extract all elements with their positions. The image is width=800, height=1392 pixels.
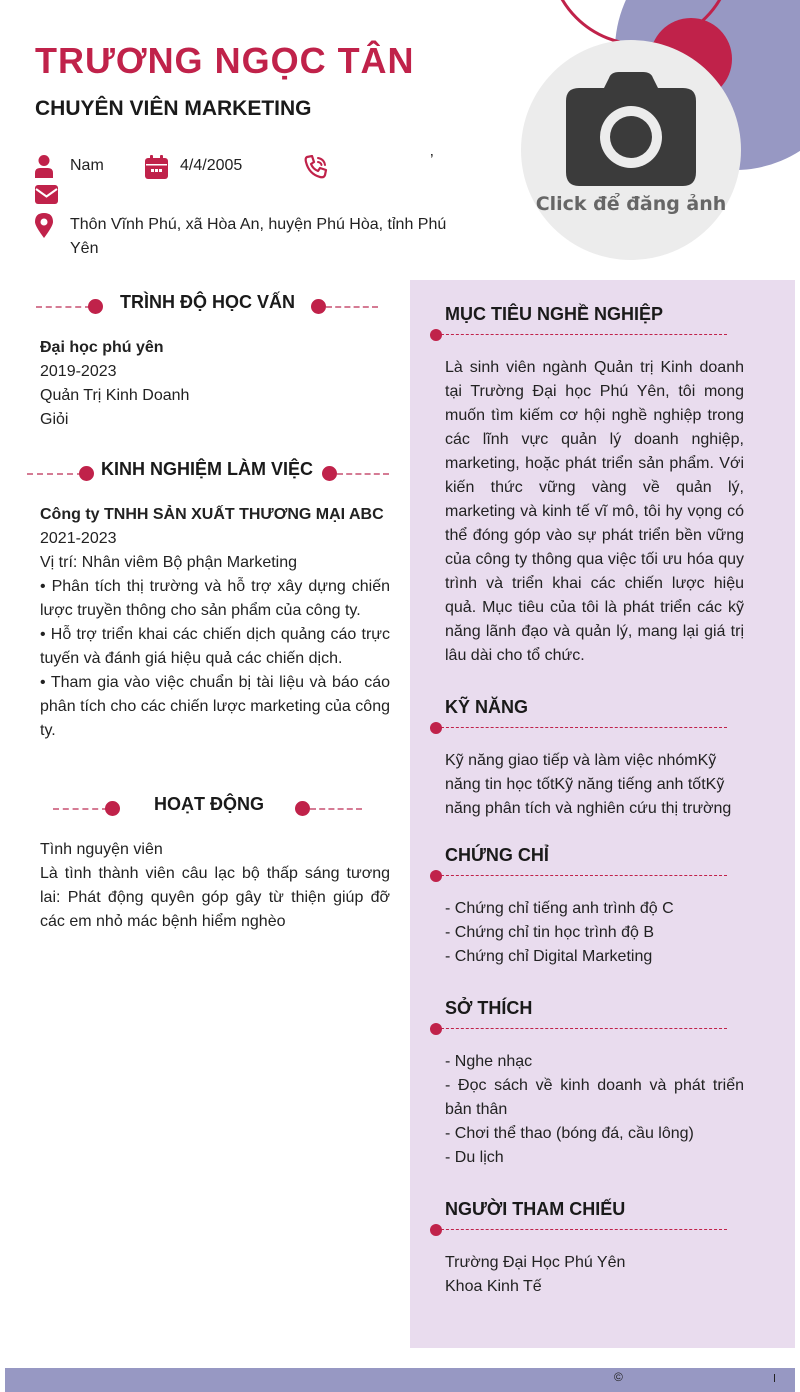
hobby-item: - Du lịch [445,1149,504,1166]
experience-heading [27,459,389,489]
references-list [445,1251,744,1299]
address-value: Thôn Vĩnh Phú, xã Hòa An, huyện Phú Hòa, tỉnh Phú Yên [70,216,447,257]
hobbies-dot [430,1023,442,1035]
experience-bullet: • Hỗ trợ triển khai các chiến dịch quảng cáo trực tuyến và đánh giá hiệu quả các chiến dịch. [40,626,390,667]
reference-item: Trường Đại Học Phú Yên [445,1254,626,1271]
certificates-divider [436,875,727,876]
skills-divider [436,727,727,728]
education-content [40,336,390,432]
references-dot [430,1224,442,1236]
certificate-item: - Chứng chỉ tin học trình độ B [445,924,655,941]
objective-dot [430,329,442,341]
experience-years: 2021-2023 [40,530,117,547]
candidate-name: TRƯƠNG NGỌC TÂN [35,40,415,81]
certificates-title: CHỨNG CHỈ [445,845,549,865]
footer-tick [774,1374,775,1382]
skills-title: KỸ NĂNG [445,697,529,717]
hobbies-divider [436,1028,727,1029]
objective-divider [436,334,727,335]
education-years: 2019-2023 [40,363,117,380]
certificate-item: - Chứng chỉ tiếng anh trình độ C [445,900,674,917]
photo-label: Click để đăng ảnh [535,193,727,215]
footer-bar [5,1368,795,1392]
footer-copyright: © [614,1370,623,1384]
reference-item: Khoa Kinh Tế [445,1278,542,1295]
job-title: CHUYÊN VIÊN MARKETING [35,97,312,120]
phone-icon [304,155,328,179]
hobbies-list [445,1050,744,1170]
experience-bullet: • Phân tích thị trường và hỗ trợ xây dựng chiến lược truyền thông cho sản phẩm của công ty. [40,578,390,619]
hobby-item: - Nghe nhạc [445,1053,533,1070]
experience-bullet: • Tham gia vào việc chuẩn bị tài liệu và báo cáo phân tích cho các chiến lược marketing của công ty. [40,674,390,739]
hobby-item: - Chơi thể thao (bóng đá, cầu lông) [445,1125,694,1142]
map-pin-icon [35,213,53,238]
experience-content [40,503,390,743]
hobbies-title: SỞ THÍCH [445,998,533,1018]
experience-title: KINH NGHIỆM LÀM VIỆC [101,459,314,479]
certificates-dot [430,870,442,882]
hobby-item: - Đọc sách về kinh doanh và phát triển bản thân [445,1077,744,1118]
objective-text: Là sinh viên ngành Quản trị Kinh doanh tại Trường Đại học Phú Yên, tôi mong muốn tìm kiếm cơ hội nghề nghiệp trong các lĩnh vực quản lý doanh nghiệp, marketing, hoặc phát triển sản phẩm. Với kiến thức vững vàng về quản lý, marketing và kinh tế vĩ mô, tôi hy vọng có thể đóng góp vào sự phát triển bền vững của công ty thông qua việc tối ưu hóa quy trình và triển khai các chiến lược hiệu quả. Mục tiêu của tôi là phát triển các kỹ năng lãnh đạo và quản lý, mang lại giá trị lâu dài cho tổ chức. [445,359,744,664]
company-name: Công ty TNHH SẢN XUẤT THƯƠNG MẠI ABC [40,506,384,523]
education-major: Quản Trị Kinh Doanh [40,387,190,404]
camera-icon [565,72,697,188]
references-divider [436,1229,727,1230]
references-title: NGƯỜI THAM CHIẾU [445,1199,626,1219]
calendar-icon [145,155,168,179]
education-grade: Giỏi [40,411,69,428]
phone-mark: ’ [430,152,434,169]
birthdate-value: 4/4/2005 [180,157,243,174]
activities-content [40,838,390,934]
envelope-icon [35,185,58,204]
education-heading [36,292,380,322]
certificate-item: - Chứng chỉ Digital Marketing [445,948,653,965]
activity-name: Tình nguyện viên [40,841,163,858]
gender-value: Nam [70,157,104,174]
school-name: Đại học phú yên [40,339,164,356]
activities-title: HOẠT ĐỘNG [154,794,264,814]
user-icon [35,155,53,178]
skills-text: Kỹ năng giao tiếp và làm việc nhómKỹ năng tin học tốtKỹ năng tiếng anh tốtKỹ năng phân tích và nghiên cứu thị trường [445,752,732,817]
activity-description: Là tình thành viên câu lạc bộ thấp sáng tương lai: Phát động quyên góp gây từ thiện giúp đỡ các em nhỏ mác bệnh hiểm nghèo [40,865,390,930]
education-title: TRÌNH ĐỘ HỌC VẤN [120,292,295,312]
skills-dot [430,722,442,734]
photo-upload[interactable] [521,40,741,260]
certificates-list [445,897,744,969]
experience-position: Vị trí: Nhân viêm Bộ phận Marketing [40,554,298,571]
objective-title: MỤC TIÊU NGHỀ NGHIỆP [445,304,664,324]
activities-heading [53,794,363,824]
